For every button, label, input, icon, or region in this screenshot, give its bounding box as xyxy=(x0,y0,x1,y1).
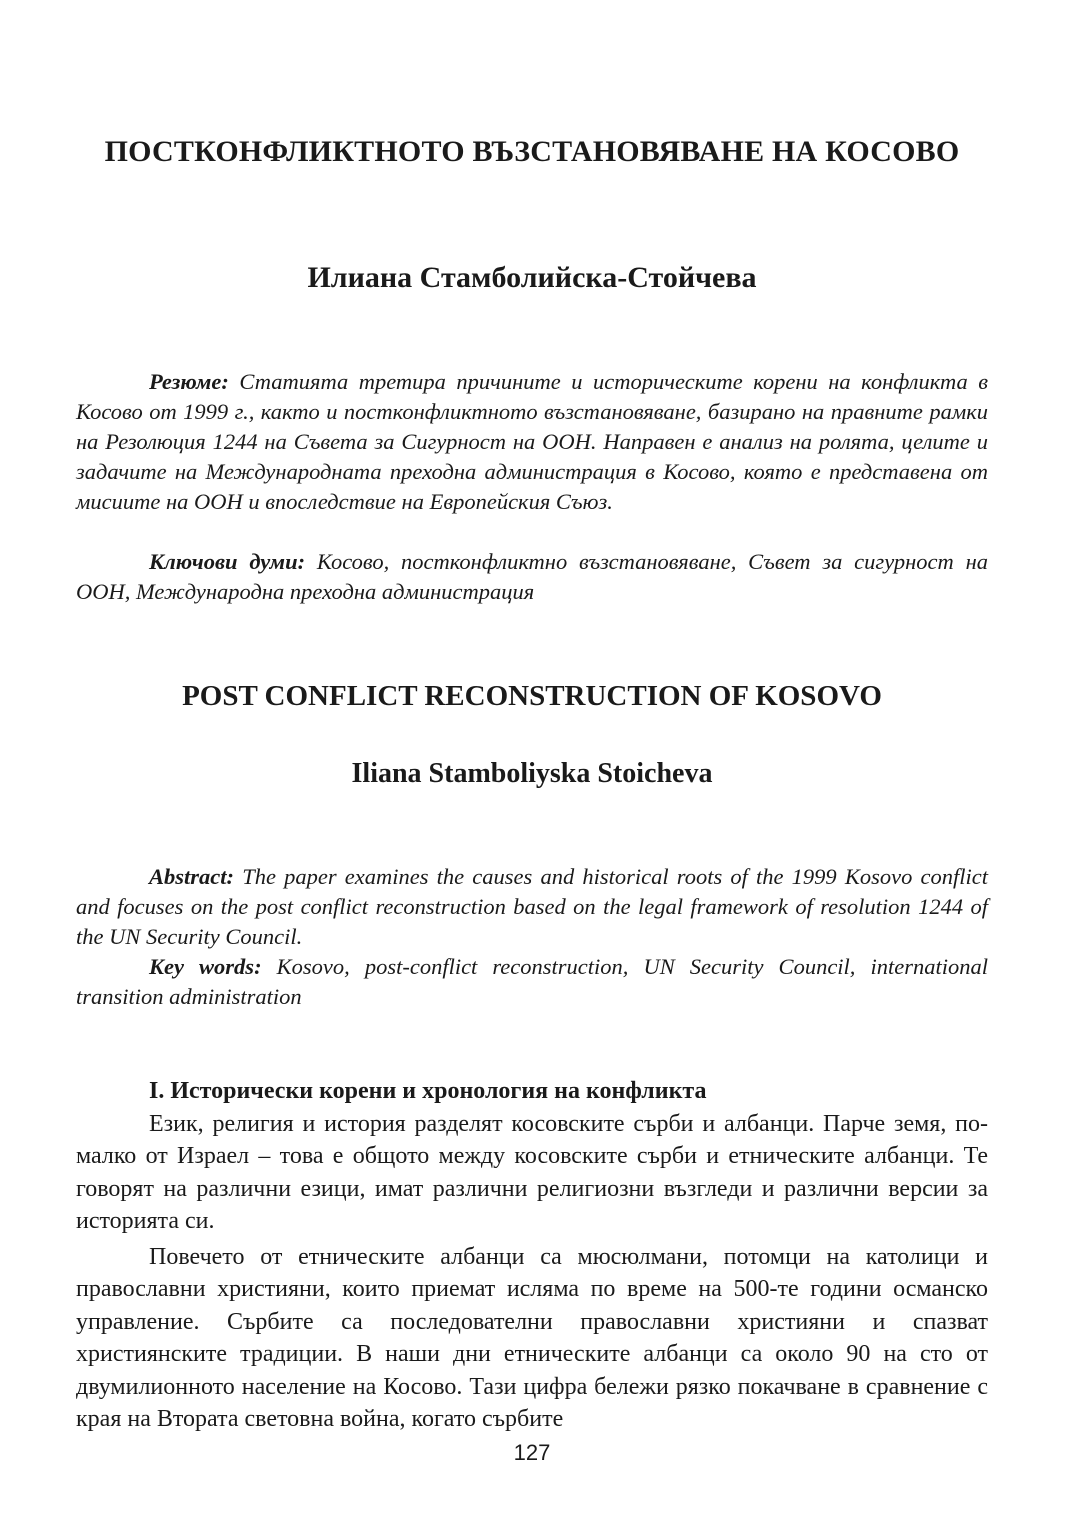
section-heading: I. Исторически корени и хронология на конфликта xyxy=(149,1078,707,1104)
document-page xyxy=(76,0,988,1530)
keywords-text-bg: Косово, постконфликтно възстановяване, Съвет за сигурност на ООН, Международна преходна администрация xyxy=(76,549,988,604)
author-name-en: Iliana Stamboliyska Stoicheva xyxy=(351,758,713,789)
page-title-en: POST CONFLICT RECONSTRUCTION OF KOSOVO xyxy=(182,680,882,712)
keywords-en xyxy=(76,952,988,1012)
abstract-en xyxy=(76,862,988,952)
keywords-text-en: Kosovo, post-conflict reconstruction, UN Security Council, international transition administration xyxy=(76,954,988,1009)
page-title-bg: ПОСТКОНФЛИКТНОТО ВЪЗСТАНОВЯВАНЕ НА КОСОВО xyxy=(104,135,960,168)
body-paragraph-1: Език, религия и история разделят косовските сърби и албанци. Парче земя, по-малко от Израел – това е общото между косовските сърби и етническите албанци. Те говорят на различни езици, имат различни религиозни възгледи и различни версии за историята си. xyxy=(76,1111,988,1235)
body-paragraph-2: Повечето от етническите албанци са мюсюлмани, потомци на католици и православни християни, които приемат исляма по време на 500-те години османско управление. Сърбите са последователни православни християни и спазват християнските традиции. В наши дни етническите албанци са около 90 на сто от двумилионното население на Косово. Тази цифра бележи рязко покачване в сравнение с края на Втората световна война, когато сърбите xyxy=(76,1244,988,1433)
abstract-label-en: Abstract: xyxy=(149,864,235,889)
author-name-bg: Илиана Стамболийска-Стойчева xyxy=(307,261,757,294)
keywords-label-en: Key words: xyxy=(149,954,262,979)
keywords-label-bg: Ключови думи: xyxy=(149,549,306,574)
page-number: 127 xyxy=(513,1440,551,1465)
abstract-bg xyxy=(76,367,988,517)
keywords-bg xyxy=(76,547,988,607)
abstract-text-bg: Статията третира причините и историческите корени на конфликта в Косово от 1999 г., както и постконфликтното възстановяване, базирано на правните рамки на Резолюция 1244 на Съвета за Сигурност на ООН. Направен е анализ на ролята, целите и задачите на Международната преходна администрация в Косово, която е представена от мисиите на ООН и впоследствие на Европейския Съюз. xyxy=(76,369,989,514)
abstract-text-en: The paper examines the causes and historical roots of the 1999 Kosovo conflict and focuses on the post conflict reconstruction based on the legal framework of resolution 1244 of the UN Security Council. xyxy=(76,864,988,949)
abstract-label-bg: Резюме: xyxy=(149,369,229,394)
